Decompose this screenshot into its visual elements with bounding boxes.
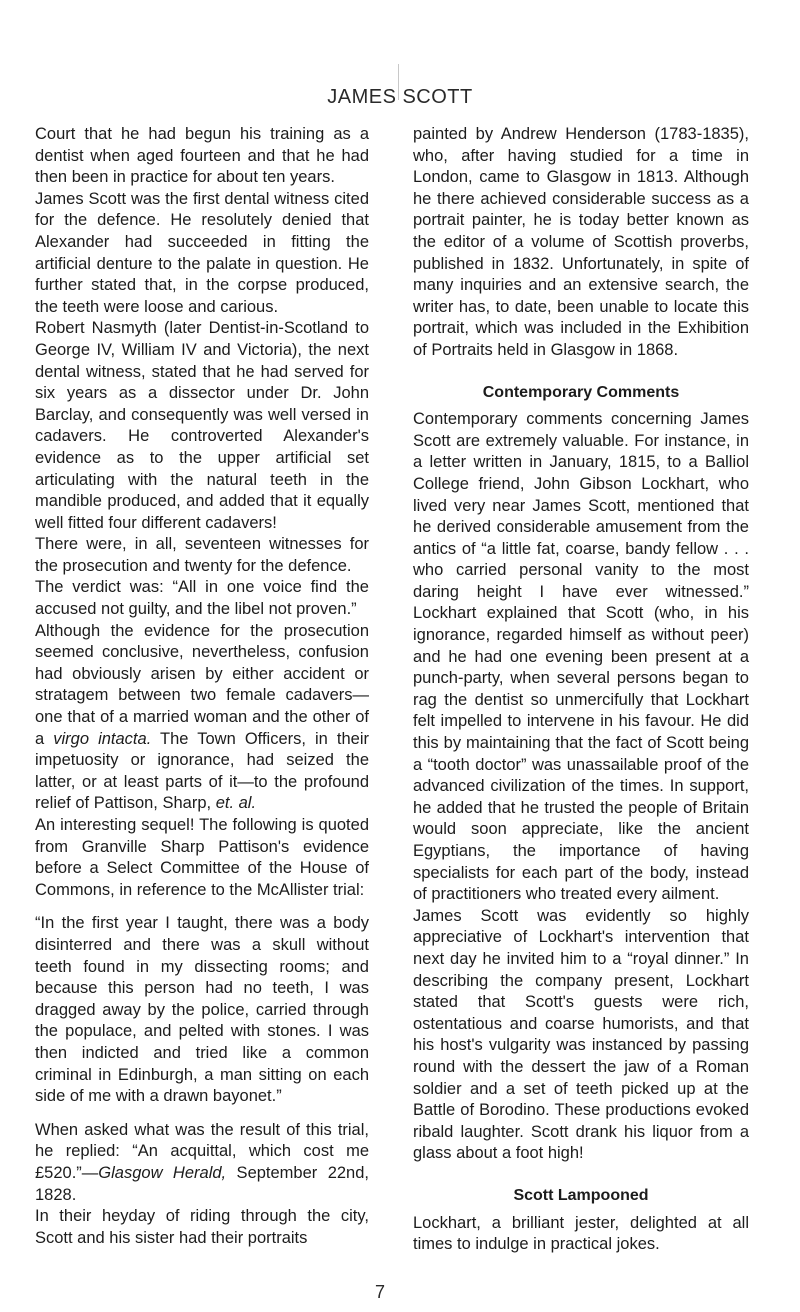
left-column	[35, 124, 369, 1249]
text-run: Although the evidence for the prosecution seemed conclusive, nevertheless, confusion had obviously arisen by either accident or stratagem between two female cadavers—one that of a married woman and the other of a	[35, 621, 369, 748]
page-number: 7	[374, 1282, 385, 1302]
text-run: The Town Officers, in their impetuosity or ignorance, had seized the latter, or at least parts of it—to the profound relief of Pattison, Sharp,	[35, 729, 370, 813]
paragraph: Court that he had begun his training as a dentist when aged fourteen and that he had then been in practice for about ten years.	[35, 125, 369, 187]
paragraph: James Scott was the first dental witness cited for the defence. He resolutely denied that Alexander had succeeded in fitting the artificial denture to the palate in question. He further stated that, in the corpse produced, the teeth were loose and carious.	[35, 189, 369, 316]
section-heading: Contemporary Comments	[482, 383, 680, 401]
paragraph: painted by Andrew Henderson (1783-1835), who, after having studied for a time in London, came to Glasgow in 1813. Although he there achieved considerable success as a portrait painter, he is today better known as the editor of a volume of Scottish proverbs, published in 1832. Unfortunately, in spite of many inquiries and an extensive search, the writer has, to date, been unable to locate this portrait, which was included in the Exhibition of Portraits held in Glasgow in 1868.	[413, 125, 749, 359]
paragraph: There were, in all, seventeen witnesses for the prosecution and twenty for the defence.	[35, 535, 369, 575]
block-quote: “In the first year I taught, there was a body disinterred and there was a skull without teeth found in my dissecting rooms; and because this person had no teeth, I was dragged away by the police, carried through the populace, and pelted with stones. I was then indicted and tried like a common criminal in Edinburgh, a man sitting on each side of me with a drawn bayonet.”	[35, 914, 369, 1106]
paragraph	[35, 621, 369, 815]
italic-term: et. al.	[215, 794, 257, 813]
paragraph: Contemporary comments concerning James Scott are extremely valuable. For instance, in a letter written in January, 1815, to a Balliol College friend, John Gibson Lockhart, who lived very near James Scott, mentioned that he derived considerable amusement from the antics of “a little fat, coarse, bandy fellow . . . who carried personal vanity to the most daring height I have ever witnessed.” Lockhart explained that Scott (who, in his ignorance, regarded himself as without peer) and he had one evening been present at a punch-party, when several persons began to rag the dentist so unmercifully that Lockhart felt impelled to intervene in his favour. He did this by maintaining that the fact of Scott being a “tooth doctor” was unassailable proof of the advanced civilization of the times. In support, he added that he trusted the people of Britain would soon appreciate, like the ancient Egyptians, the importance of having specialists for each part of the body, instead of practitioners who treated every ailment.	[413, 410, 749, 904]
text-run: September 22nd, 1828.	[35, 1163, 369, 1204]
section-heading: Scott Lampooned	[513, 1186, 649, 1204]
italic-source: Glasgow Herald,	[98, 1163, 227, 1182]
paragraph: The verdict was: “All in one voice find the accused not guilty, and the libel not proven.”	[35, 578, 369, 619]
paragraph: In their heyday of riding through the city, Scott and his sister had their portraits	[35, 1207, 369, 1247]
paragraph: Lockhart, a brilliant jester, delighted at all times to indulge in practical jokes.	[413, 1213, 749, 1254]
running-head: JAMES SCOTT	[327, 86, 473, 108]
right-column	[413, 124, 749, 1256]
paragraph: Robert Nasmyth (later Dentist-in-Scotland to George IV, William IV and Victoria), the next dental witness, stated that he had served for six years as a dissector under Dr. John Barclay, and consequently was well versed in cadavers. He controverted Alexander's evidence as to the upper artificial set articulating with the natural teeth in the mandible produced, and added that it equally well fitted four different cadavers!	[35, 319, 369, 532]
paragraph	[35, 1120, 369, 1206]
paragraph: An interesting sequel! The following is quoted from Granville Sharp Pattison's evidence before a Select Committee of the House of Commons, in reference to the McAllister trial:	[35, 816, 369, 899]
paragraph: James Scott was evidently so highly appreciative of Lockhart's intervention that next day he invited him to a “royal dinner.” In describing the company present, Lockhart stated that Scott's guests were rich, ostentatious and coarse humorists, and that his host's vulgarity was instanced by passing round with the dessert the jaw of a Roman soldier and a set of teeth picked up at the Battle of Borodino. These productions evoked ribald laughter. Scott drank his liquor from a glass about a foot high!	[413, 906, 749, 1163]
text-run: When asked what was the result of this trial, he replied: “An acquittal, which cost me £520.”—	[35, 1120, 369, 1182]
italic-term: virgo intacta.	[53, 729, 152, 748]
